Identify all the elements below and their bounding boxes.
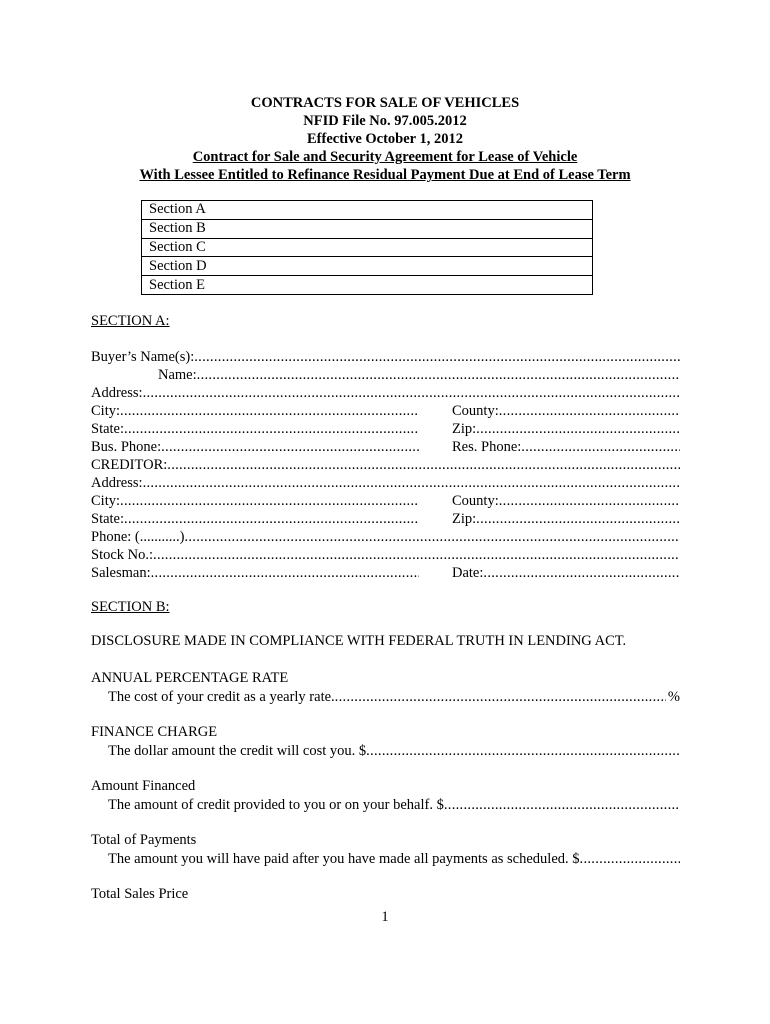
county-field[interactable] (452, 402, 680, 420)
section-b-cell: Section B (142, 219, 593, 238)
amount-financed-description: The amount of credit provided to you or on your behalf. $ (108, 797, 444, 813)
section-b-heading: SECTION B: (91, 599, 170, 615)
total-payments-heading: Total of Payments (91, 832, 197, 848)
total-payments-field[interactable] (108, 850, 680, 868)
apr-field[interactable] (108, 688, 680, 706)
section-c-cell: Section C (142, 238, 593, 257)
creditor-city-field[interactable] (91, 492, 419, 510)
buyers-name-label: Buyer’s Name(s): (91, 349, 195, 365)
salesman-label: Salesman: (91, 565, 151, 581)
amount-financed-heading: Amount Financed (91, 778, 196, 794)
phone-label: Phone: (...........) (91, 529, 185, 545)
page-number: 1 (381, 909, 389, 925)
section-a-heading: SECTION A: (91, 313, 170, 329)
creditor-address-label: Address: (91, 475, 143, 491)
creditor-zip-field[interactable] (452, 510, 680, 528)
apr-percent-unit: % (667, 689, 680, 705)
creditor-state-label: State: (91, 511, 125, 527)
section-a-cell: Section A (142, 201, 593, 220)
header-contract-title: Contract for Sale and Security Agreement for Lease of Vehicle (192, 149, 578, 165)
total-payments-description: The amount you will have paid after you have made all payments as scheduled. $ (108, 851, 580, 867)
stock-no-label: Stock No.: (91, 547, 154, 563)
buyers-name-field[interactable] (91, 348, 680, 366)
header-title: CONTRACTS FOR SALE OF VEHICLES (250, 95, 520, 111)
city-field[interactable] (91, 402, 419, 420)
creditor-county-field[interactable] (452, 492, 680, 510)
bus-phone-label: Bus. Phone: (91, 439, 162, 455)
section-d-cell: Section D (142, 257, 593, 276)
finance-charge-field[interactable] (108, 742, 680, 760)
state-field[interactable] (91, 420, 419, 438)
header-effective-date: Effective October 1, 2012 (307, 131, 463, 147)
res-phone-label: Res. Phone: (452, 439, 522, 455)
apr-description: The cost of your credit as a yearly rate. (108, 689, 335, 705)
address-label: Address: (91, 385, 143, 401)
total-sales-price-heading: Total Sales Price (91, 886, 189, 902)
stock-no-field[interactable] (91, 546, 680, 564)
sections-table (141, 200, 593, 295)
creditor-county-label: County: (452, 493, 499, 509)
zip-label: Zip: (452, 421, 477, 437)
creditor-city-label: City: (91, 493, 121, 509)
date-field[interactable] (452, 564, 680, 582)
name-label: Name: (158, 367, 197, 383)
res-phone-field[interactable] (452, 438, 680, 456)
finance-charge-description: The dollar amount the credit will cost you. $ (108, 743, 367, 759)
header-contract-subtitle: With Lessee Entitled to Refinance Residual Payment Due at End of Lease Term (139, 167, 631, 183)
city-label: City: (91, 403, 121, 419)
bus-phone-field[interactable] (91, 438, 419, 456)
header-file-number: NFID File No. 97.005.2012 (303, 113, 467, 129)
county-label: County: (452, 403, 499, 419)
apr-heading: ANNUAL PERCENTAGE RATE (91, 670, 289, 686)
creditor-address-field[interactable] (91, 474, 680, 492)
creditor-state-field[interactable] (91, 510, 419, 528)
disclosure-statement: DISCLOSURE MADE IN COMPLIANCE WITH FEDERAL TRUTH IN LENDING ACT. (91, 633, 627, 649)
salesman-field[interactable] (91, 564, 419, 582)
date-label: Date: (452, 565, 484, 581)
state-label: State: (91, 421, 125, 437)
section-e-cell: Section E (142, 276, 593, 295)
finance-charge-heading: FINANCE CHARGE (91, 724, 218, 740)
creditor-field[interactable] (91, 456, 680, 474)
name-field[interactable] (158, 366, 680, 384)
creditor-label: CREDITOR: (91, 457, 168, 473)
document-header (0, 94, 770, 184)
phone-field[interactable] (91, 528, 680, 546)
amount-financed-field[interactable] (108, 796, 680, 814)
address-field[interactable] (91, 384, 680, 402)
zip-field[interactable] (452, 420, 680, 438)
creditor-zip-label: Zip: (452, 511, 477, 527)
